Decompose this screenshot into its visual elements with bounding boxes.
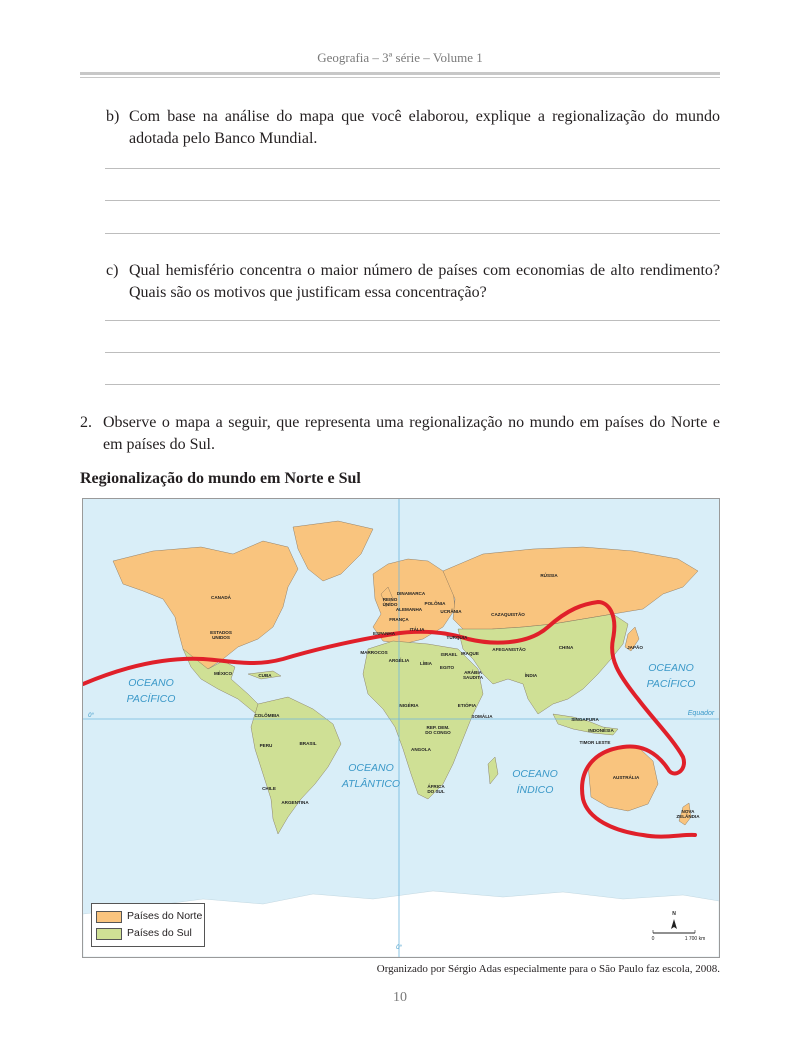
question-2-text: Observe o mapa a seguir, que representa uma regionalização no mundo em países do Norte e em países do Sul. (103, 414, 720, 453)
country-label: ÁFRICA (427, 784, 445, 789)
question-c-text: Qual hemisfério concentra o maior número de países com economias de alto rendimento? Quais são os motivos que justificam essa concentração? (129, 262, 720, 301)
country-label: AFEGANISTÃO (492, 647, 526, 652)
country-label: ESTADOS (210, 630, 232, 635)
country-label: ARGÉLIA (388, 658, 410, 663)
south-swatch (96, 928, 122, 940)
page-number: 10 (393, 990, 407, 1005)
ocean-label: ATLÂNTICO (341, 778, 401, 790)
country-label: DO CONGO (425, 730, 451, 735)
country-label: ZELÂNDIA (676, 814, 700, 819)
country-label: CHILE (262, 786, 276, 791)
country-label: NIGÉRIA (399, 703, 419, 708)
country-label: UNIDO (382, 602, 398, 607)
scale-distance-label: 1 700 km (684, 936, 706, 942)
country-label: JAPÃO (627, 645, 643, 650)
answer-line[interactable] (105, 352, 720, 353)
country-label: UNIDOS (212, 635, 230, 640)
country-label: PERU (259, 743, 273, 748)
equator-label: Equador (687, 710, 715, 717)
country-label: BRASIL (299, 741, 317, 746)
header-rule (80, 72, 720, 75)
greenland-landmass (293, 521, 373, 581)
ocean-label: PACÍFICO (126, 693, 176, 705)
answer-line[interactable] (105, 384, 720, 385)
country-label: CUBA (258, 673, 272, 678)
country-label: REP. DEM. (426, 725, 450, 730)
question-c-label: c) (106, 262, 119, 279)
map-title: Regionalização do mundo em Norte e Sul (80, 470, 361, 487)
country-label: TURQUIA (446, 635, 468, 640)
ocean-label: PACÍFICO (646, 678, 696, 690)
country-label: CHINA (558, 645, 574, 650)
country-label: ARGENTINA (281, 800, 309, 805)
question-b-text: Com base na análise do mapa que você elaborou, explique a regionalização do mundo adotada pelo Banco Mundial. (129, 108, 720, 147)
ocean-label: OCEANO (348, 762, 394, 774)
country-label: UCRÂNIA (440, 609, 462, 614)
ocean-label: OCEANO (512, 768, 558, 780)
country-label: LÍBIA (420, 661, 432, 666)
legend-north-label: Países do Norte (127, 910, 203, 922)
north-america-landmass (113, 541, 298, 669)
question-b-label: b) (106, 108, 120, 125)
country-label: MÉXICO (213, 671, 233, 676)
country-label: ESPANHA (372, 631, 396, 636)
country-label: COLÔMBIA (254, 713, 280, 718)
header-rule-thin (80, 77, 720, 78)
legend-south-label: Países do Sul (127, 927, 192, 939)
north-arrow-label: N (672, 911, 676, 917)
country-label: ISRAEL (440, 652, 458, 657)
question-2 (80, 412, 720, 458)
map-legend (91, 903, 205, 947)
country-label: NOVA (681, 809, 695, 814)
ocean-label: OCEANO (648, 662, 694, 674)
question-b (106, 106, 720, 152)
country-label: ÍNDIA (524, 673, 538, 678)
ocean-label: OCEANO (128, 677, 174, 689)
country-label: TIMOR LESTE (579, 740, 611, 745)
country-label: SINGAPURA (571, 717, 599, 722)
zero-lat-label: 0° (88, 713, 94, 719)
running-header: Geografia – 3ª série – Volume 1 (317, 50, 483, 65)
question-c (106, 260, 720, 306)
ocean-label: ÍNDICO (516, 784, 554, 796)
answer-line[interactable] (105, 168, 720, 169)
country-label: EGITO (439, 665, 455, 670)
country-label: INDONÉSIA (588, 728, 614, 733)
answer-line[interactable] (105, 233, 720, 234)
map-source: Organizado por Sérgio Adas especialmente para o São Paulo faz escola, 2008. (376, 963, 720, 975)
country-label: FRANÇA (389, 617, 409, 622)
north-swatch (96, 911, 122, 923)
answer-line[interactable] (105, 200, 720, 201)
question-2-label: 2. (80, 414, 92, 431)
country-label: IRAQUE (461, 651, 479, 656)
country-label: SOMÁLIA (471, 714, 493, 719)
country-label: CANADÁ (211, 595, 231, 600)
country-label: ANGOLA (411, 747, 431, 752)
country-label: RÚSSIA (540, 573, 558, 578)
world-map (82, 498, 720, 958)
zero-lon-label: 0° (396, 945, 402, 951)
answer-line[interactable] (105, 320, 720, 321)
country-label: AUSTRÁLIA (612, 775, 640, 780)
country-label: SAUDITA (462, 675, 484, 680)
madagascar-landmass (488, 757, 498, 784)
country-label: DO SUL (427, 789, 445, 794)
country-label: ETIÓPIA (457, 703, 477, 708)
country-label: DINAMARCA (396, 591, 426, 596)
country-label: CAZAQUISTÃO (491, 612, 525, 617)
country-label: ITÁLIA (409, 627, 425, 632)
country-label: REINO (382, 597, 398, 602)
country-label: MARROCOS (360, 650, 388, 655)
scale-zero-label: 0 (651, 936, 655, 942)
country-label: ALEMANHA (395, 607, 423, 612)
country-label: ARÁBIA (464, 670, 482, 675)
country-label: POLÔNIA (424, 601, 446, 606)
